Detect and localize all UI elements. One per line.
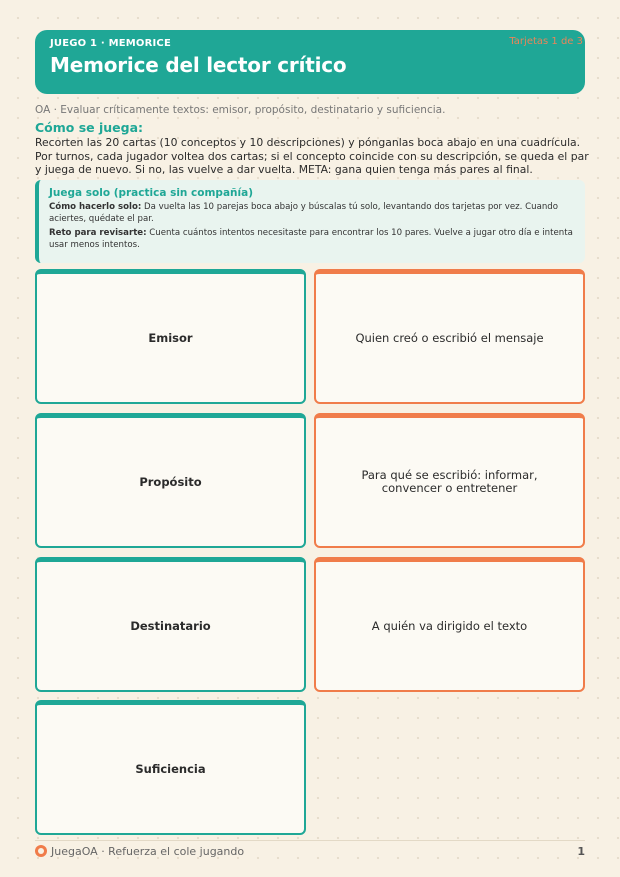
card-desc-destinatario: [314, 557, 585, 692]
howto-title: Cómo se juega:: [35, 120, 144, 135]
learning-objective: OA · Evaluar críticamente textos: emisor, propósito, destinatario y suficiencia.: [35, 104, 446, 116]
howto-text: Recorten las 20 cartas (10 conceptos y 10 descripciones) y pónganlas boca abajo en una cuadrícula. Por turnos, cada jugador voltea dos cartas; si el concepto coincide con su descripción, se queda el par y juega de nuevo. Si no, las vuelve a dar vuelta. META: gana quien tenga más pares al final.: [35, 136, 589, 176]
page-title: Memorice del lector crítico: [50, 53, 347, 77]
game-kicker: JUEGO 1 · MEMORICE: [50, 38, 172, 49]
footer-divider: [35, 840, 585, 841]
card-concept-destinatario: [35, 557, 306, 692]
card-concept-emisor: [35, 269, 306, 404]
card-text: Suficiencia: [135, 762, 206, 776]
solo-challenge-label: Reto para revisarte:: [49, 228, 147, 238]
solo-how-text: Da vuelta las 10 parejas boca abajo y búscalas tú solo, levantando dos tarjetas por vez. Cuando aciertes, quédate el par.: [49, 202, 559, 224]
footer-brand: JuegaOA · Refuerza el cole jugando: [51, 844, 245, 858]
solo-challenge: [49, 228, 575, 251]
card-text: Emisor: [148, 331, 193, 345]
solo-challenge-text: Cuenta cuántos intentos necesitaste para encontrar los 10 pares. Vuelve a jugar otro día e intenta usar menos intentos.: [49, 228, 573, 250]
header-banner: [35, 30, 585, 94]
card-text: Para qué se escribió: informar, convencer o entretener: [361, 468, 538, 495]
card-desc-proposito: [314, 413, 585, 548]
card-text: Propósito: [139, 475, 202, 489]
card-concept-suficiencia: [35, 700, 306, 835]
card-text: Quien creó o escribió el mensaje: [355, 330, 544, 345]
footer: [35, 843, 585, 859]
solo-how: [49, 202, 575, 225]
page-number: 1: [577, 844, 585, 858]
brand-logo-icon: [35, 845, 47, 857]
card-desc-emisor: [314, 269, 585, 404]
card-concept-proposito: [35, 413, 306, 548]
card-pager: Tarjetas 1 de 3: [509, 36, 583, 47]
solo-title: Juega solo (practica sin compañía): [49, 187, 253, 199]
solo-how-label: Cómo hacerlo solo:: [49, 202, 142, 212]
solo-play-box: [35, 180, 585, 263]
card-text: A quién va dirigido el texto: [371, 618, 528, 633]
card-text: Destinatario: [130, 619, 211, 633]
